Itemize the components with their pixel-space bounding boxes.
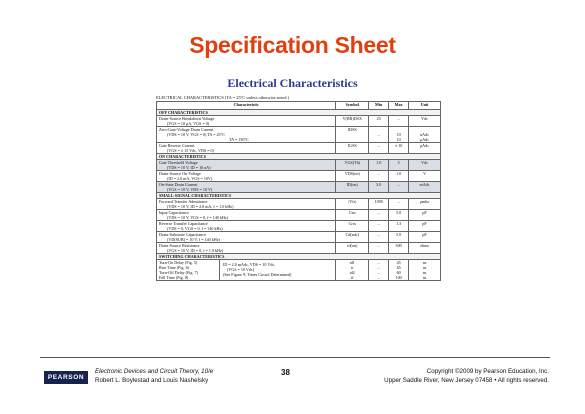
- switching-label: Turn-Off Delay (Fig. 7): [159, 270, 198, 275]
- section-on: ON CHARACTERISTICS: [157, 154, 441, 160]
- row-label: Reverse Transfer Capacitance: [159, 221, 208, 226]
- row-min: 1000: [369, 199, 389, 210]
- row-unit: V: [409, 171, 441, 182]
- row-symbol: td1: [349, 260, 355, 265]
- row-max: 1.3: [389, 221, 409, 232]
- row-label: Drain-Source Resistance: [159, 243, 200, 248]
- row-condition: (VGS = ± 15 Vdc, VDS = 0): [167, 148, 214, 153]
- row-max: ± 10: [389, 143, 409, 154]
- row-condition: (VDS = 0, VGS = 0, f = 140 kHz): [167, 226, 223, 231]
- table-row: [157, 260, 441, 281]
- row-unit: ns: [422, 265, 427, 270]
- table-row: [157, 232, 441, 243]
- row-min: –: [369, 243, 389, 254]
- header-unit: Unit: [409, 102, 441, 110]
- row-unit: μmho: [409, 199, 441, 210]
- table-row: [157, 243, 441, 254]
- footer-authors: Robert L. Boylestad and Louis Nashelsky: [95, 376, 209, 384]
- table-row: [157, 210, 441, 221]
- row-min: 1.0: [369, 160, 389, 171]
- section-off: OFF CHARACTERISTICS: [157, 110, 441, 116]
- row-condition: (VGS = 10 V, VDS = 10 V): [167, 187, 213, 192]
- table-row: [157, 160, 441, 171]
- row-label: Drain-Source On-Voltage: [159, 171, 201, 176]
- row-symbol: |Yfs|: [336, 199, 369, 210]
- row-symbol: V(BR)DSX: [336, 116, 369, 127]
- page-title: Specification Sheet: [189, 32, 396, 58]
- row-unit: Vdc: [409, 160, 441, 171]
- row-max-2: 10: [396, 137, 401, 142]
- spec-table: [156, 101, 441, 281]
- row-min: 3.0: [369, 182, 389, 193]
- row-symbol: IGSS: [336, 143, 369, 154]
- condition-line: ELECTRICAL CHARACTERISTICS (TA = 25°C unless otherwise noted.): [156, 95, 289, 100]
- footer-divider: [40, 357, 550, 358]
- page-number: 38: [281, 368, 290, 377]
- row-unit-2: μAdc: [420, 137, 430, 142]
- row-max: –: [389, 182, 409, 193]
- row-label: On-State Drain Current: [159, 182, 198, 187]
- row-symbol: Crss: [336, 221, 369, 232]
- row-max: 45: [396, 260, 401, 265]
- row-condition: (VD(SUB) = 10 V, f = 140 kHz): [167, 237, 220, 242]
- row-min: –: [377, 275, 380, 280]
- row-condition: (VDS = 10 V, ID = 10 nA): [167, 165, 211, 170]
- pearson-logo: PEARSON: [44, 371, 88, 384]
- row-label: Zero-Gate-Voltage Drain Current: [159, 127, 214, 132]
- row-max: –: [389, 116, 409, 127]
- table-row: [157, 143, 441, 154]
- section-subtitle: Electrical Characteristics: [227, 76, 358, 90]
- row-min: 25: [369, 116, 389, 127]
- row-unit: pF: [409, 210, 441, 221]
- section-switching: SWITCHING CHARACTERISTICS: [157, 254, 441, 260]
- row-symbol: ID(on): [336, 182, 369, 193]
- section-small-signal: SMALL-SIGNAL CHARACTERISTICS: [157, 193, 441, 199]
- table-row: [157, 116, 441, 127]
- row-min: –: [369, 171, 389, 182]
- row-unit: pF: [409, 221, 441, 232]
- row-condition: (VDS = 10 V, VGS = 0, f = 140 kHz): [167, 215, 229, 220]
- switching-condition-2: (VGS = 10 Vdc): [227, 267, 255, 272]
- row-symbol: VGS(Th): [336, 160, 369, 171]
- footer-address: Upper Saddle River, New Jersey 07458 • All rights reserved.: [384, 376, 549, 384]
- row-condition-2: TA = 150°C: [229, 137, 249, 142]
- row-unit: nAdc: [420, 132, 429, 137]
- row-symbol: tr: [350, 265, 354, 270]
- row-max: 60: [396, 270, 401, 275]
- row-max: 5.0: [389, 210, 409, 221]
- row-condition: (ID = 2.0 mA, VGS = 10V): [167, 176, 213, 181]
- header-max: Max: [389, 102, 409, 110]
- row-max: 65: [396, 265, 401, 270]
- table-row: [157, 199, 441, 210]
- row-unit: ns: [422, 260, 427, 265]
- row-label: Gate Reverse Current: [159, 143, 195, 148]
- row-symbol: Cd(sub): [336, 232, 369, 243]
- switching-condition: ID = 2.0 mAdc, VDS = 10 Vdc,: [223, 262, 276, 267]
- row-symbol: IDSS: [336, 127, 369, 143]
- row-min: –: [377, 132, 380, 137]
- row-min: –: [369, 221, 389, 232]
- row-min: –: [369, 210, 389, 221]
- header-symbol: Symbol: [336, 102, 369, 110]
- row-max: 5.0: [389, 232, 409, 243]
- table-row: [157, 182, 441, 193]
- row-label: Forward Transfer Admittance: [159, 199, 208, 204]
- row-label: Drain-Source Breakdown Voltage: [159, 116, 215, 121]
- row-condition: (VDS = 10 V, VGS = 0) TA = 25°C: [167, 132, 225, 137]
- row-symbol: Ciss: [336, 210, 369, 221]
- row-max: –: [389, 199, 409, 210]
- switching-label: Fall Time (Fig. 8): [159, 275, 189, 280]
- row-max: 10: [396, 132, 401, 137]
- header-min: Min: [369, 102, 389, 110]
- row-condition: (VDS = 10 V, ID = 2.0 mA, f = 1.0 kHz): [167, 204, 234, 209]
- row-max: 5: [389, 160, 409, 171]
- row-max: 1.0: [389, 171, 409, 182]
- footer-left: [95, 368, 213, 385]
- row-symbol: rd(on): [336, 243, 369, 254]
- table-header-row: [157, 102, 441, 110]
- row-label: Gate Threshold Voltage: [159, 160, 198, 165]
- table-row: [157, 127, 441, 143]
- table-row: [157, 171, 441, 182]
- row-min: –: [377, 270, 380, 275]
- row-unit: ns: [422, 275, 427, 280]
- row-unit: Vdc: [409, 116, 441, 127]
- footer-copyright: Copyright ©2009 by Pearson Education, Inc.: [426, 368, 549, 375]
- row-min: –: [377, 265, 380, 270]
- row-unit: pF: [409, 232, 441, 243]
- row-unit: ohms: [409, 243, 441, 254]
- row-unit: pAdc: [409, 143, 441, 154]
- header-characteristic: Characteristic: [157, 102, 336, 110]
- row-symbol: VDS(on): [336, 171, 369, 182]
- switching-label: Rise Time (Fig. 6): [159, 265, 190, 270]
- row-condition: (VGS = 10 μA, VGS = 0): [167, 121, 210, 126]
- switching-condition-3: (See Figure 9; Times Circuit Determined): [223, 272, 292, 277]
- row-condition: (VGS = 10 V, ID = 0, f = 1.0 kHz): [167, 248, 224, 253]
- row-unit: mAdc: [409, 182, 441, 193]
- footer-right: [384, 368, 549, 385]
- row-symbol: tf: [350, 275, 354, 280]
- row-max: 100: [395, 275, 402, 280]
- table-row: [157, 221, 441, 232]
- row-symbol: td2: [349, 270, 355, 275]
- row-max: 300: [389, 243, 409, 254]
- switching-label: Turn-On Delay (Fig. 5): [159, 260, 198, 265]
- row-label: Drain-Substrate Capacitance: [159, 232, 206, 237]
- row-min: –: [369, 232, 389, 243]
- row-label: Input Capacitance: [159, 210, 189, 215]
- footer-book-title: Electronic Devices and Circuit Theory, 10/e: [95, 368, 214, 375]
- row-min: –: [369, 143, 389, 154]
- row-min: –: [377, 260, 380, 265]
- row-unit: ns: [422, 270, 427, 275]
